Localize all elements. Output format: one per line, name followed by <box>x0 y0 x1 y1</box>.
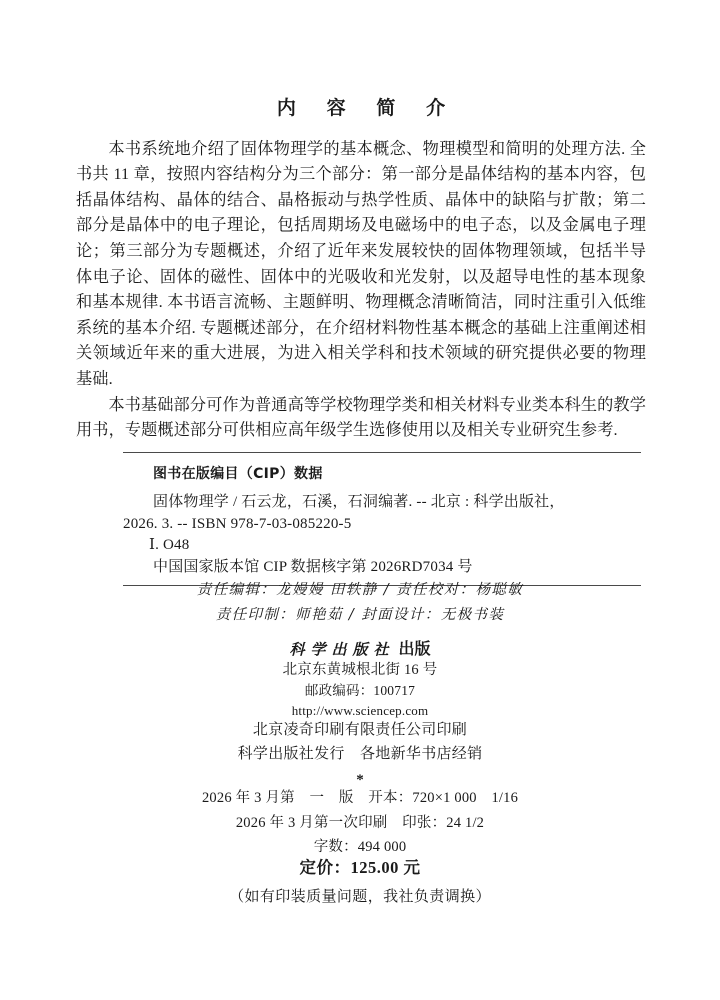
book-summary-section <box>76 96 646 444</box>
cip-entry-line-1: 固体物理学 / 石云龙，石溪，石洞编著. -- 北京 : 科学出版社， <box>153 494 565 510</box>
publisher-logo-verb: 出版 <box>398 639 431 659</box>
publisher-logo-line <box>0 638 720 660</box>
edition-specs-section <box>0 786 720 860</box>
cip-title: 图书在版编目（CIP）数据 <box>153 466 323 482</box>
summary-paragraph-1: 本书系统地介绍了固体物理学的基本概念、物理模型和简明的处理方法. 全书共 11 章，按照内容结构分为三个部分：第一部分是晶体结构的基本内容，包括晶体结构、晶体的结合、晶格振动与热学性质、晶体中的缺陷与扩散；第二部分是晶体中的电子理论，包括周期场及电磁场中的电子态，以及金属电子理论；第三部分为专题概述，介绍了近年来发展较快的固体物理领域，包括半导体电子论、固体的磁性、固体中的光吸收和光发射，以及超导电性的基本现象和基本规律. 本书语言流畅、主题鲜明、物理概念清晰简洁，同时注重引入低维系统的基本介绍. 专题概述部分，在介绍材料物性基本概念的基础上注重阐述相关领域近年来的重大进展，为进入相关学科和技术领域的研究提供必要的物理基础. <box>76 139 646 388</box>
publisher-logo-name: 科学出版社 <box>289 640 395 659</box>
publisher-website-url: http://www.sciencep.com <box>291 703 429 719</box>
publisher-postcode: 邮政编码：100717 <box>304 683 416 699</box>
printing-section <box>0 718 720 790</box>
cip-data-box <box>123 452 641 586</box>
quality-notice: （如有印装质量问题，我社负责调换） <box>229 889 491 905</box>
price-section <box>0 855 720 909</box>
spec-impression-sheets: 2026 年 3 月第一次印刷 印张：24 1/2 <box>235 814 485 831</box>
price-label: 定价：125.00 元 <box>299 858 421 877</box>
printer-name: 北京凌奇印刷有限责任公司印刷 <box>252 722 468 738</box>
credit-editor-line: 责任编辑：龙嫚嫚 田轶静 / 责任校对：杨聪敏 <box>196 582 524 598</box>
cip-entry-line-2: 2026. 3. -- ISBN 978-7-03-085220-5 <box>123 515 352 532</box>
publisher-section <box>0 638 720 721</box>
cip-verification-number: 中国国家版本馆 CIP 数据核字第 2026RD7034 号 <box>153 558 473 575</box>
asterisk-separator: * <box>356 772 364 788</box>
spec-word-count: 字数：494 000 <box>313 839 407 855</box>
summary-heading: 内 容 简 介 <box>276 98 459 119</box>
summary-paragraph-2: 本书基础部分可作为普通高等学校物理学类和相关材料专业类本科生的教学用书，专题概述部分可供相应高年级学生选修使用以及相关专业研究生参考. <box>76 395 646 440</box>
staff-credits-section <box>0 578 720 628</box>
credit-production-line: 责任印制：师艳茹 / 封面设计：无极书装 <box>215 607 505 623</box>
publisher-address: 北京东黄城根北街 16 号 <box>282 662 438 679</box>
cip-classification: Ⅰ. O48 <box>149 537 190 553</box>
distribution-line: 科学出版社发行 各地新华书店经销 <box>237 746 483 762</box>
spec-edition-format: 2026 年 3 月第 一 版 开本：720×1 000 1/16 <box>201 790 519 806</box>
